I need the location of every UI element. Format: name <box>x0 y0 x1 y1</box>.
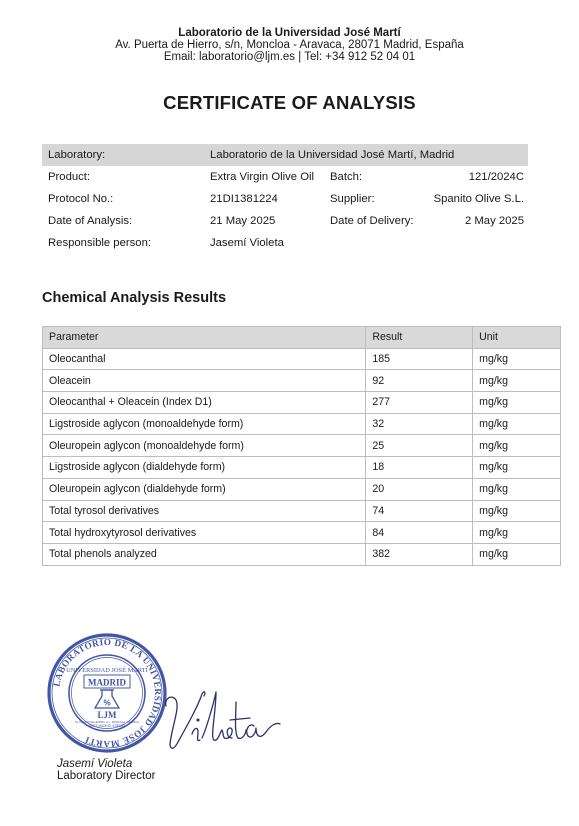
signer-name: Jasemí Violeta <box>57 758 133 770</box>
table-row <box>43 457 561 479</box>
parameter-cell: Oleocanthal + Oleacein (Index D1) <box>43 392 366 414</box>
header-unit: Unit <box>473 327 561 349</box>
protocol-label: Protocol No.: <box>48 193 114 205</box>
unit-cell: mg/kg <box>473 500 561 522</box>
date-delivery-label: Date of Delivery: <box>330 215 414 227</box>
parameter-cell: Ligstroside aglycon (dialdehyde form) <box>43 457 366 479</box>
svg-text:%: % <box>103 698 111 708</box>
handwritten-signature <box>158 682 286 758</box>
unit-cell: mg/kg <box>473 413 561 435</box>
unit-cell: mg/kg <box>473 348 561 370</box>
result-cell: 84 <box>366 522 473 544</box>
signer-role: Laboratory Director <box>57 770 156 782</box>
unit-cell: mg/kg <box>473 370 561 392</box>
result-cell: 277 <box>366 392 473 414</box>
unit-cell: mg/kg <box>473 522 561 544</box>
protocol-row <box>42 188 528 210</box>
parameter-cell: Oleocanthal <box>43 348 366 370</box>
signer-block <box>57 758 155 782</box>
product-row <box>42 166 528 188</box>
result-cell: 18 <box>366 457 473 479</box>
batch-value: 121/2024C <box>468 171 524 183</box>
parameter-cell: Total phenols analyzed <box>43 543 366 565</box>
letterhead <box>0 27 579 63</box>
flask-icon <box>95 690 119 708</box>
stamp-body <box>49 635 165 751</box>
batch-label: Batch: <box>330 171 363 183</box>
table-row <box>43 500 561 522</box>
protocol-value: 21DI1381224 <box>210 193 278 205</box>
parameter-cell: Oleuropein aglycon (monoaldehyde form) <box>43 435 366 457</box>
table-row <box>43 478 561 500</box>
dates-row <box>42 210 528 232</box>
result-cell: 20 <box>366 478 473 500</box>
date-analysis-label: Date of Analysis: <box>48 215 133 227</box>
stamp-ring-text: LABORATORIO DE LA UNIVERSIDAD JOSÉ MARTÍ <box>51 636 164 750</box>
laboratory-stamp <box>46 632 168 754</box>
table-row <box>43 543 561 565</box>
unit-cell: mg/kg <box>473 435 561 457</box>
unit-cell: mg/kg <box>473 478 561 500</box>
table-row <box>43 413 561 435</box>
header-result: Result <box>366 327 473 349</box>
result-cell: 92 <box>366 370 473 392</box>
lab-address: Av. Puerta de Hierro, s/n, Moncloa - Aravaca, 28071 Madrid, España <box>115 39 464 51</box>
parameter-cell: Oleacein <box>43 370 366 392</box>
supplier-label: Supplier: <box>330 193 375 205</box>
date-delivery-value: 2 May 2025 <box>464 215 524 227</box>
result-cell: 74 <box>366 500 473 522</box>
responsible-row <box>42 232 528 254</box>
responsible-value: Jasemí Violeta <box>210 237 284 249</box>
stamp-center-top: UNIVERSIDAD JOSÉ MARTÍ <box>66 667 148 674</box>
supplier-value: Spanito Olive S.L. <box>433 193 524 205</box>
unit-cell: mg/kg <box>473 392 561 414</box>
stamp-address-small: AV. PUERTA DE HIERRO, s/n · MONCLOA - ARAVACA <box>74 721 140 724</box>
table-row <box>43 392 561 414</box>
parameter-cell: Ligstroside aglycon (monoaldehyde form) <box>43 413 366 435</box>
result-cell: 25 <box>366 435 473 457</box>
parameter-cell: Total tyrosol derivatives <box>43 500 366 522</box>
result-cell: 382 <box>366 543 473 565</box>
table-header-row <box>43 327 561 349</box>
table-row <box>43 522 561 544</box>
lab-contact: Email: laboratorio@ljm.es | Tel: +34 912 52 04 01 <box>163 51 416 63</box>
parameter-cell: Total hydroxytyrosol derivatives <box>43 522 366 544</box>
header-parameter: Parameter <box>43 327 366 349</box>
responsible-label: Responsible person: <box>48 237 151 249</box>
info-block <box>42 144 528 254</box>
table-row <box>43 348 561 370</box>
table-row <box>43 435 561 457</box>
lab-name: Laboratorio de la Universidad José Martí <box>178 27 401 39</box>
laboratory-value: Laboratorio de la Universidad José Martí, Madrid <box>210 149 455 161</box>
parameter-cell: Oleuropein aglycon (dialdehyde form) <box>43 478 366 500</box>
result-cell: 185 <box>366 348 473 370</box>
unit-cell: mg/kg <box>473 543 561 565</box>
laboratory-label: Laboratory: <box>48 149 106 161</box>
date-analysis-value: 21 May 2025 <box>210 215 276 227</box>
result-cell: 32 <box>366 413 473 435</box>
document-title: CERTIFICATE OF ANALYSIS <box>163 92 416 113</box>
stamp-center: MADRID <box>88 677 126 688</box>
laboratory-row <box>42 144 528 166</box>
product-value: Extra Virgin Olive Oil <box>210 171 315 183</box>
stamp-city-small: 28071 MADRID, ESPAÑA <box>88 724 126 728</box>
section-title: Chemical Analysis Results <box>42 290 227 306</box>
unit-cell: mg/kg <box>473 457 561 479</box>
product-label: Product: <box>48 171 91 183</box>
results-table <box>42 326 561 566</box>
stamp-center-bottom: LJM <box>97 710 117 720</box>
table-row <box>43 370 561 392</box>
